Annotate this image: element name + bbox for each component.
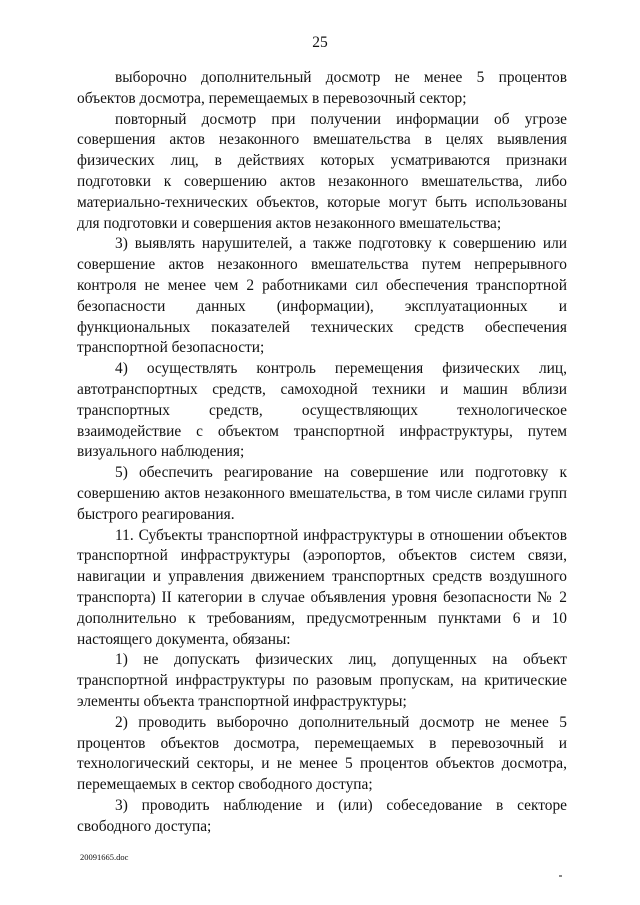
document-body: [77, 68, 567, 837]
paragraph: повторный досмотр при получении информации об угрозе совершения актов незаконного вмешательства в целях выявления физических лиц, в действиях которых усматриваются признаки подготовки к совершению актов незаконного вмешательства, либо материально-технических объектов, которые могут быть использованы для подготовки и совершения актов незаконного вмешательства;: [77, 110, 567, 232]
paragraph: 4) осуществлять контроль перемещения физических лиц, автотранспортных средств, самоходной техники и машин вблизи транспортных средств, осуществляющих технологическое взаимодействие с объектом транспортной инфраструктуры, путем визуального наблюдения;: [77, 360, 567, 461]
paragraph: 11. Субъекты транспортной инфраструктуры в отношении объектов транспортной инфраструктуры (аэропортов, объектов систем связи, навигации и управления движением транспортных средств воздушного транспорта) II категории в случае объявления уровня безопасности № 2 дополнительно к требованиям, предусмотренным пунктами 6 и 10 настоящего документа, обязаны:: [77, 526, 567, 648]
paragraph: 3) проводить наблюдение и (или) собеседование в секторе свободного доступа;: [77, 796, 567, 835]
paragraph: выборочно дополнительный досмотр не менее 5 процентов объектов досмотра, перемещаемых в перевозочный сектор;: [77, 69, 567, 107]
footer-filename: 20091665.doc: [80, 852, 129, 862]
page-number: 25: [312, 34, 328, 51]
paragraph: 5) обеспечить реагирование на совершение или подготовку к совершению актов незаконного вмешательства, в том числе силами групп быстрого реагирования.: [77, 464, 567, 523]
scan-artifact: [559, 875, 562, 877]
paragraph: 2) проводить выборочно дополнительный досмотр не менее 5 процентов объектов досмотра, перемещаемых в перевозочный и технологический секторы, и не менее 5 процентов объектов досмотра, перемещаемых в сектор свободного доступа;: [77, 713, 567, 794]
paragraph: 3) выявлять нарушителей, а также подготовку к совершению или совершение актов незаконного вмешательства путем непрерывного контроля не менее чем 2 работниками сил обеспечения транспортной безопасности данных (информации), эксплуатационных и функциональных показателей технических средств обеспечения транспортной безопасности;: [77, 235, 567, 357]
paragraph: 1) не допускать физических лиц, допущенных на объект транспортной инфраструктуры по разовым пропускам, на критические элементы объекта транспортной инфраструктуры;: [77, 651, 567, 710]
